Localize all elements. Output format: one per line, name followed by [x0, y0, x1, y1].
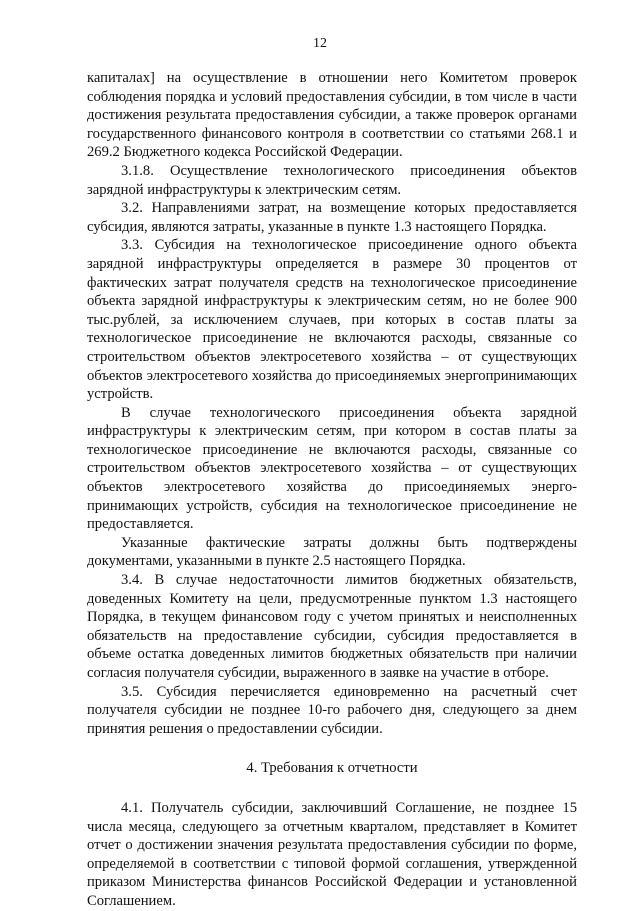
- paragraph-3-2: 3.2. Направлениями затрат, на возмещение которых предоставляется субсидия, являются затраты, указанные в пункте 1.3 настоящего Порядка.: [87, 200, 577, 235]
- paragraph-3-3-confirmation: Указанные фактические затраты должны быть подтверждены документами, указанными в пункте 2.5 настоящего Порядка.: [87, 534, 577, 570]
- paragraph-3-3: 3.3. Субсидия на технологическое присоединение одного объекта зарядной инфраструктуры определяется в размере 30 процентов от фактических затрат получателя средств на технологическое присоединение объекта зарядной инфраструктуры к электрическим сетям, но не более 900 тыс.рублей, за исключением случаев, при которых в состав платы за технологическое присоединение не включаются расходы, связанные со строительством объектов электросетевого хозяйства – от существующих объектов электросетевого хозяйства до присоединяемых энергопринимающих устройств.: [87, 237, 577, 403]
- page-number: 12: [313, 36, 327, 51]
- document-body: [87, 69, 577, 911]
- paragraph-4-1: 4.1. Получатель субсидии, заключивший Соглашение, не позднее 15 числа месяца, следующего за отчетным кварталом, представляет в Комитет отчет о достижении значения результата предоставления субсидии по форме, определяемой в соответствии с типовой формой соглашения, утвержденной приказом Министерства финансов Российской Федерации и установленной Соглашением.: [87, 799, 577, 909]
- paragraph-continuation: капиталах] на осуществление в отношении него Комитетом проверок соблюдения порядка и условий предоставления субсидии, в том числе в части достижения результата предоставления субсидии, а также проверок органами государственного финансового контроля в соответствии со статьями 268.1 и 269.2 Бюджетного кодекса Российской Федерации.: [87, 70, 577, 161]
- paragraph-3-4: 3.4. В случае недостаточности лимитов бюджетных обязательств, доведенных Комитету на цели, предусмотренные пунктом 1.3 настоящего Порядка, в текущем финансовом году с учетом принятых и неисполненных обязательств на предоставление субсидии, субсидия предоставляется в объеме остатка доведенных лимитов бюджетных обязательств при наличии согласия получателя субсидии, выраженного в заявке на участие в отборе.: [87, 572, 577, 681]
- paragraph-3-3-case: В случае технологического присоединения объекта зарядной инфраструктуры к электрическим сетям, при котором в состав платы за технологическое присоединение не включаются расходы, связанные со строительством объектов электросетевого хозяйства – от существующих объектов электросетевого хозяйства до присоединяемых энерго-принимающих устройств, субсидия на технологическое присоединение не предоставляется.: [87, 404, 577, 533]
- paragraph-3-5: 3.5. Субсидия перечисляется единовременно на расчетный счет получателя субсидии не позднее 10-го рабочего дня, следующего за днем принятия решения о предоставлении субсидии.: [87, 683, 577, 737]
- section-heading-reporting: 4. Требования к отчетности: [246, 760, 418, 777]
- paragraph-3-1-8: 3.1.8. Осуществление технологического присоединения объектов зарядной инфраструктуры к электрическим сетям.: [87, 162, 577, 198]
